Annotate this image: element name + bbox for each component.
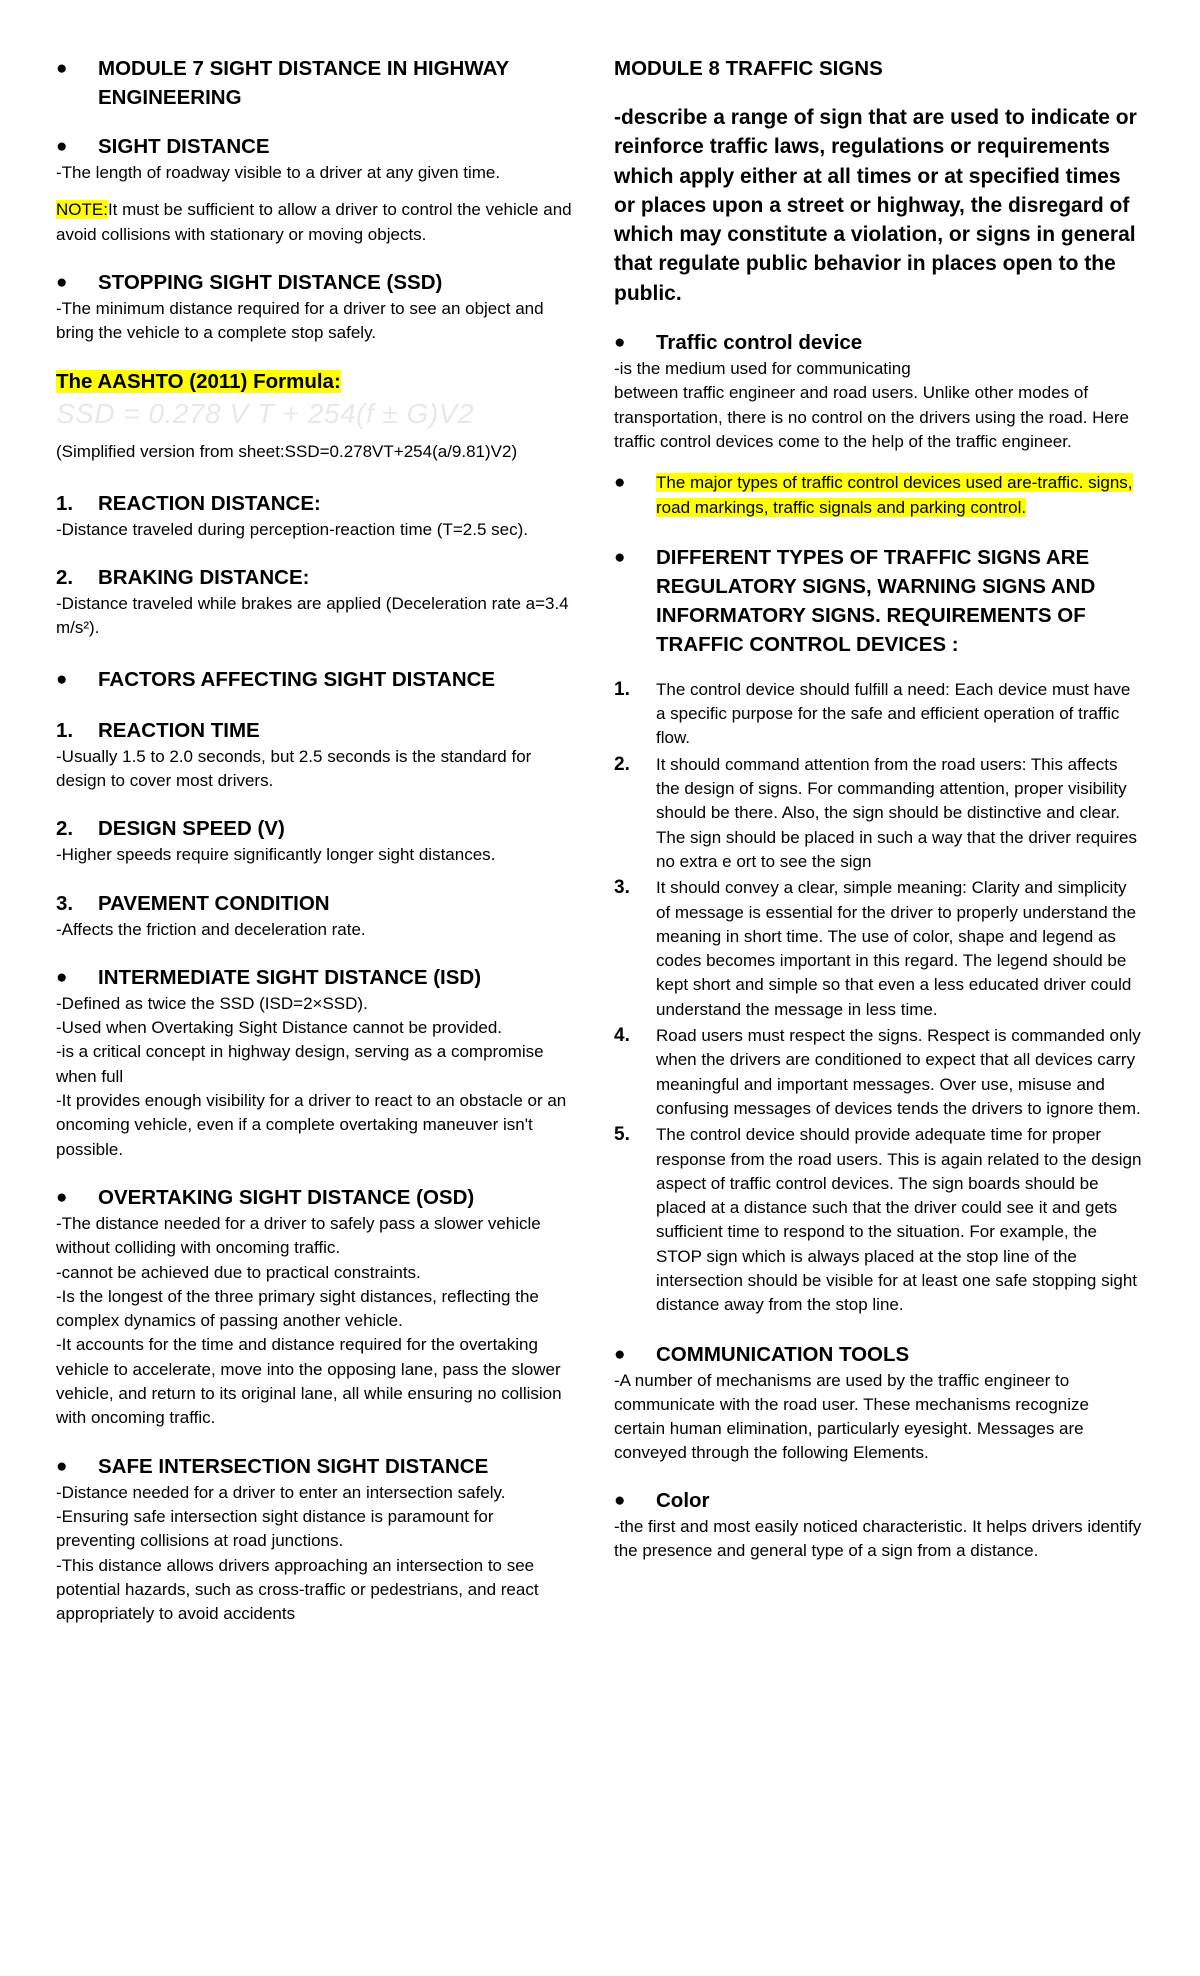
reaction-time-label: REACTION TIME — [98, 718, 260, 742]
ssd-formula: SSD = 0.278 V T + 254(f ± G)V2 — [56, 398, 474, 430]
factors-heading: ● FACTORS AFFECTING SIGHT DISTANCE — [56, 665, 576, 694]
requirements-list — [614, 678, 1144, 1318]
list-item-num: 1. — [614, 678, 630, 700]
list-item-text: It should convey a clear, simple meaning: Clarity and simplicity of message is essential for the driver to properly understand the meaning in short time. The use of color, shape and legend as codes becomes important in this regard. The legend should be kept short and simple so that even a less educated driver could understand the message in less time. — [656, 878, 1137, 1019]
design-speed-num: 2. — [56, 817, 74, 841]
pavement-condition-label: PAVEMENT CONDITION — [98, 891, 330, 915]
list-item — [614, 1123, 1144, 1317]
reaction-time-heading — [56, 716, 576, 745]
pavement-condition-heading — [56, 889, 576, 918]
design-speed-text: -Higher speeds require significantly longer sight distances. — [56, 845, 496, 865]
list-item — [614, 678, 1144, 751]
list-item-num: 5. — [614, 1124, 630, 1146]
major-types-text: The major types of traffic control devices used are-traffic. signs, road markings, traffic signals and parking control. — [656, 473, 1133, 517]
right-column — [614, 54, 1144, 1563]
braking-distance-label: BRAKING DISTANCE: — [98, 566, 310, 590]
list-item — [614, 1024, 1144, 1121]
pavement-condition-text: -Affects the friction and deceleration rate. — [56, 919, 366, 939]
simplified-formula: (Simplified version from sheet:SSD=0.278VT+254(a/9.81)V2) — [56, 442, 518, 462]
list-item-text: It should command attention from the road users: This affects the design of signs. For commanding attention, proper visibility should be there. Also, the sign should be distinctive and clear. The sign should be placed in such a way that the driver requires no extra e ort to see the sign — [656, 754, 1137, 871]
module-7-title: ● MODULE 7 SIGHT DISTANCE IN HIGHWAY ENGINEERING — [56, 54, 576, 112]
list-item — [614, 753, 1144, 874]
tcd-line-2: between traffic engineer and road users. Unlike other modes of transportation, there is no control on the drivers using the road. Here traffic control devices come to the help of the traffic engineer. — [614, 383, 1130, 451]
ssd-text: -The minimum distance required for a driver to see an object and bring the vehicle to a complete stop safely. — [56, 298, 544, 343]
sight-distance-heading: ● SIGHT DISTANCE — [56, 132, 576, 161]
note-text: It must be sufficient to allow a driver to control the vehicle and avoid collisions with stationary or moving objects. — [56, 200, 572, 244]
isd-line-1: -Defined as twice the SSD (ISD=2×SSD). — [56, 993, 368, 1013]
isd-line-4: -It provides enough visibility for a driver to react to an obstacle or an oncoming vehicle, even if a complete overtaking maneuver isn't possible. — [56, 1091, 567, 1159]
osd-line-4: -It accounts for the time and distance required for the overtaking vehicle to accelerate, move into the opposing lane, pass the slower vehicle, and return to its original lane, all while ensuring no collision with oncoming traffic. — [56, 1335, 562, 1428]
braking-distance-num: 2. — [56, 566, 74, 590]
list-item-num: 3. — [614, 877, 630, 899]
color-heading: ● Color — [614, 1486, 1144, 1515]
osd-line-1: -The distance needed for a driver to safely pass a slower vehicle without colliding with oncoming traffic. — [56, 1213, 541, 1258]
tcd-line-1: -is the medium used for communicating — [614, 359, 911, 379]
aashto-heading-label: The AASHTO (2011) Formula: — [56, 370, 341, 394]
module-8-title: MODULE 8 TRAFFIC SIGNS — [614, 57, 883, 80]
design-speed-heading — [56, 814, 576, 843]
list-item-text: The control device should provide adequate time for proper response from the road users. This is again related to the design aspect of traffic control devices. The sign boards should be placed at a distance such that the driver could see it and gets sufficient time to respond to the situation. For example, the STOP sign which is always placed at the stop line of the intersection should be visible for at least one safe stopping sight distance away from the stop line. — [656, 1125, 1142, 1315]
reaction-distance-heading — [56, 489, 576, 518]
safe-intersection-line-3: -This distance allows drivers approaching an intersection to see potential hazards, such as cross-traffic or pedestrians, and react appropriately to avoid accidents — [56, 1555, 539, 1624]
isd-line-3: -is a critical concept in highway design, serving as a compromise when full — [56, 1042, 544, 1086]
pavement-condition-num: 3. — [56, 891, 74, 915]
osd-line-2: -cannot be achieved due to practical constraints. — [56, 1262, 421, 1282]
tcd-heading: ● Traffic control device — [614, 328, 1144, 357]
braking-distance-text: -Distance traveled while brakes are applied (Deceleration rate a=3.4 m/s²). — [56, 594, 569, 638]
module-8-lead: -describe a range of sign that are used to indicate or reinforce traffic laws, regulations or requirements which apply either at all times or at specified times or places upon a street or highway, the disregard of which may constitute a violation, or signs in general that regulate public behavior in places open to the public. — [614, 106, 1137, 305]
list-item-num: 2. — [614, 753, 630, 775]
reaction-time-text: -Usually 1.5 to 2.0 seconds, but 2.5 seconds is the standard for design to cover most drivers. — [56, 746, 532, 790]
communication-heading: ● COMMUNICATION TOOLS — [614, 1340, 1144, 1369]
osd-line-3: -Is the longest of the three primary sight distances, reflecting the complex dynamics of passing another vehicle. — [56, 1286, 539, 1331]
reaction-distance-text: -Distance traveled during perception-reaction time (T=2.5 sec). — [56, 519, 528, 539]
reaction-time-num: 1. — [56, 718, 74, 742]
list-item-text: Road users must respect the signs. Respect is commanded only when the drivers are conditioned to expect that all devices carry meaningful and important messages. Over use, misuse and confusing messages of devices tends the drivers to ignore them. — [656, 1026, 1141, 1118]
safe-intersection-line-1: -Distance needed for a driver to enter an intersection safely. — [56, 1482, 506, 1502]
note-label: NOTE: — [56, 200, 108, 220]
color-text: -the first and most easily noticed characteristic. It helps drivers identify the presence and general type of a sign from a distance. — [614, 1516, 1142, 1561]
osd-heading: ● OVERTAKING SIGHT DISTANCE (OSD) — [56, 1183, 576, 1212]
list-item-num: 4. — [614, 1025, 630, 1047]
list-item — [614, 876, 1144, 1022]
major-types-item — [614, 471, 1144, 520]
ssd-heading: ● STOPPING SIGHT DISTANCE (SSD) — [56, 268, 576, 297]
design-speed-label: DESIGN SPEED (V) — [98, 817, 285, 841]
isd-heading: ● INTERMEDIATE SIGHT DISTANCE (ISD) — [56, 963, 576, 992]
note-paragraph — [56, 198, 576, 247]
safe-intersection-heading: ● SAFE INTERSECTION SIGHT DISTANCE — [56, 1452, 576, 1481]
safe-intersection-line-2: -Ensuring safe intersection sight distance is paramount for preventing collisions at road junctions. — [56, 1506, 494, 1551]
list-item-text: The control device should fulfill a need: Each device must have a specific purpose for the safe and efficient operation of traffic flow. — [656, 679, 1131, 748]
types-heading: ● DIFFERENT TYPES OF TRAFFIC SIGNS ARE REGULATORY SIGNS, WARNING SIGNS AND INFORMATORY SIGNS. REQUIREMENTS OF TRAFFIC CONTROL DEVICES : — [614, 543, 1144, 659]
aashto-heading — [56, 367, 576, 396]
communication-text: -A number of mechanisms are used by the traffic engineer to communicate with the road user. These mechanisms recognize certain human elimination, particularly eyesight. Messages are conveyed through the following Elements. — [614, 1370, 1089, 1463]
reaction-distance-label: REACTION DISTANCE: — [98, 491, 321, 515]
reaction-distance-num: 1. — [56, 491, 74, 515]
braking-distance-heading — [56, 563, 576, 592]
isd-line-2: -Used when Overtaking Sight Distance cannot be provided. — [56, 1018, 503, 1038]
left-column — [56, 54, 576, 1626]
sight-distance-text: -The length of roadway visible to a driver at any given time. — [56, 163, 501, 182]
